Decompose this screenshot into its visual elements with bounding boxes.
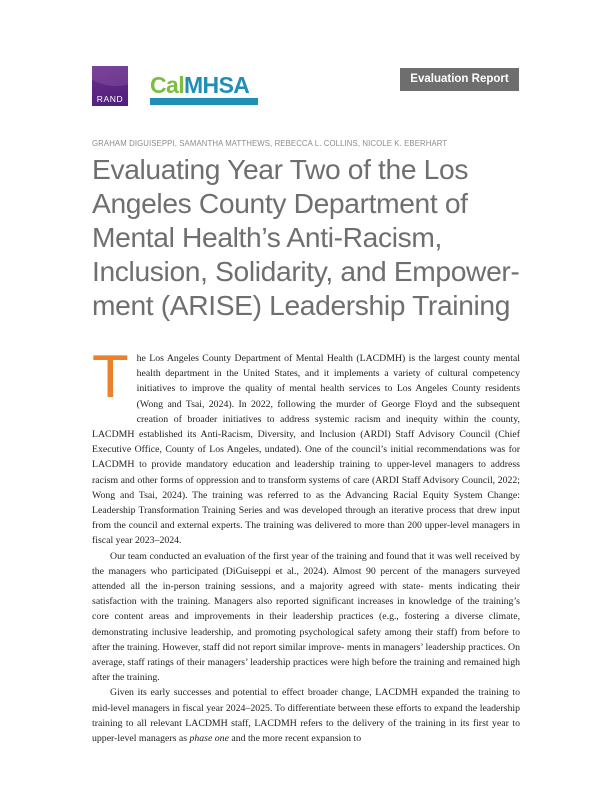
calmhsa-tagline-bar bbox=[150, 98, 258, 105]
body-line: competency initiatives to improve the quality of mental health services to Los Angeles bbox=[136, 368, 521, 395]
body-line: among their staff) from before to after the training. However, staff did not report similar improve- bbox=[92, 626, 520, 653]
body-line: the training in its first year to upper-level managers as bbox=[92, 717, 520, 745]
phase-one-emphasis: phase one bbox=[189, 733, 229, 745]
calmhsa-logo bbox=[150, 74, 260, 108]
rand-logo bbox=[92, 66, 128, 106]
body-line: developed through an iterative process that drew input from the council and external experts. The bbox=[92, 505, 520, 532]
evaluation-report-badge: Evaluation Report bbox=[400, 68, 519, 91]
body-line: County residents (Wong and Tsai, 2024). In 2022, following the murder of George Floyd bbox=[136, 383, 521, 410]
body-line: Our team conducted an evaluation of the first year of the training and found that it was well bbox=[110, 550, 472, 562]
title-line: Mental Health’s Anti-Racism, bbox=[92, 221, 442, 253]
body-line: Given its early successes and potential to effect broader change, LACDMH expanded the bbox=[110, 687, 475, 699]
title-line: Angeles County Department of bbox=[92, 187, 468, 219]
rand-logo-swoosh bbox=[92, 66, 128, 86]
title-line: Inclusion, Solidarity, and Empower- bbox=[92, 255, 520, 287]
author-list: GRAHAM DIGUISEPPI, SAMANTHA MATTHEWS, REBECCA L. COLLINS, NICOLE K. EBERHART bbox=[92, 139, 448, 148]
intro-paragraph bbox=[92, 343, 521, 549]
expansion-paragraph bbox=[92, 685, 520, 746]
body-line: the Advancing Racial Equity System Change: Leadership Transformation Training Series and was bbox=[92, 489, 520, 517]
body-line: Council (Chief Executive Office, County of Los Angeles, undated). One of the council’s initial bbox=[92, 429, 521, 456]
body-line: training was delivered to more than 200 upper-level managers in fiscal year 2023–2024. bbox=[92, 520, 521, 547]
body-line: practices were high before the training and remained high after the training. bbox=[92, 657, 521, 684]
findings-paragraph bbox=[92, 549, 520, 686]
body-line: he Los Angeles County Department of Mental Health (LACDMH) is the largest county bbox=[136, 353, 490, 364]
body-line: and the more recent expansion to bbox=[228, 733, 362, 745]
calmhsa-wordmark: CalMHSA bbox=[150, 72, 250, 98]
drop-cap: T bbox=[92, 343, 129, 410]
title-line: Evaluating Year Two of the Los bbox=[92, 153, 469, 185]
document-title bbox=[92, 152, 522, 322]
body-line: ments in managers’ leadership practices. On average, staff ratings of their managers’ leadership bbox=[92, 641, 521, 669]
report-body bbox=[92, 343, 521, 746]
rand-logo-text: RAND bbox=[96, 94, 124, 104]
body-line: ments indicating their satisfaction with the training. Managers also reported significant increases in bbox=[92, 581, 521, 608]
body-line: upper-level managers to address racism and other forms of oppression and to transform systems bbox=[92, 459, 520, 486]
body-line: of care (ARDI Staff Advisory Council, 2022; Wong and Tsai, 2024). The training was referred to as bbox=[92, 474, 521, 501]
body-line: expand the leadership training to all relevant LACDMH staff, LACDMH refers to the delivery of bbox=[92, 702, 520, 729]
body-line: recommendations was for LACDMH to provide mandatory education and leadership training to bbox=[92, 444, 520, 471]
body-line: mental health department in the United States, and it implements a variety of cultural bbox=[136, 353, 520, 380]
title-line: ment (ARISE) Leadership Training bbox=[92, 289, 511, 321]
body-line: and the subsequent creation of broader initiatives to address systemic racism and inequity within bbox=[136, 398, 520, 425]
body-line: managers surveyed attended all the in-person training sessions, and a majority agreed with state- bbox=[92, 565, 521, 593]
body-line: the county, LACDMH established its Anti-Racism, Diversity, and Inclusion (ARDI) Staff Advisory bbox=[92, 413, 520, 441]
body-line: fostering a diverse climate, demonstrating inclusive leadership, and promoting psychological safety bbox=[92, 611, 521, 638]
body-line: received by the managers who participated (DiGuiseppi et al., 2024). Almost 90 percent of the bbox=[92, 550, 520, 577]
body-line: knowledge of the training’s core content areas and improvements in their leadership practices (e.g., bbox=[92, 596, 520, 623]
body-line: training to mid-level managers in fiscal year 2024–2025. To differentiate between these efforts to bbox=[92, 687, 520, 714]
